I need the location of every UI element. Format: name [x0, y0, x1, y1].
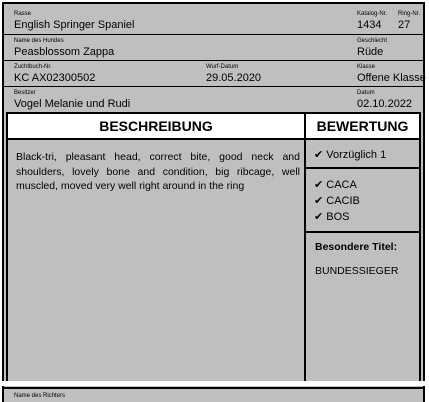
besitzer-label: Besitzer [14, 90, 36, 96]
section-gap [0, 381, 429, 386]
datum-value: 02.10.2022 [357, 98, 413, 110]
richter-label: Name des Richters [14, 393, 66, 399]
ring-value: 27 [398, 19, 411, 31]
geschlecht-label: Geschlecht [357, 38, 388, 44]
datum-label: Datum [357, 90, 375, 96]
award-caca: ✔ CACA [314, 179, 357, 191]
award-cacib: ✔ CACIB [314, 195, 360, 207]
zuchtbuch-label: Zuchtbuch-Nr. [14, 64, 52, 70]
wurf-label: Wurf-Datum [206, 64, 239, 70]
judging-sheet [2, 2, 425, 402]
name-value: Peasblossom Zappa [14, 46, 115, 58]
rasse-value: English Springer Spaniel [14, 19, 135, 31]
name-label: Name des Hundes [14, 38, 64, 44]
beschreibung-header: BESCHREIBUNG [8, 114, 304, 140]
besondere-titel-label: Besondere Titel: [315, 241, 398, 253]
divider [4, 34, 423, 35]
description-text: Black-tri, pleasant head, correct bite, good neck and shoulders, lovely bone and condition, big ribcage, well muscled, moved very well right around in the ring [16, 151, 300, 192]
besondere-titel-value: BUNDESSIEGER [315, 265, 399, 277]
katalog-label: Katalog-Nr. [357, 11, 388, 17]
klasse-value: Offene Klasse [357, 72, 426, 84]
divider [306, 231, 419, 233]
divider [4, 86, 423, 87]
geschlecht-value: Rüde [357, 46, 384, 58]
award-bos: ✔ BOS [314, 211, 350, 223]
wurf-value: 29.05.2020 [206, 72, 262, 84]
bewertung-header: BEWERTUNG [306, 114, 419, 140]
divider [306, 167, 419, 169]
katalog-value: 1434 [357, 19, 382, 31]
column-divider [304, 114, 306, 382]
divider [4, 387, 423, 389]
klasse-label: Klasse [357, 64, 376, 70]
rasse-label: Rasse [14, 11, 32, 17]
rating-vorzueglich: ✔ Vorzüglich 1 [314, 149, 387, 161]
zuchtbuch-value: KC AX02300502 [14, 72, 96, 84]
ring-label: Ring-Nr. [398, 11, 421, 17]
divider [4, 60, 423, 61]
besitzer-value: Vogel Melanie und Rudi [14, 98, 131, 110]
